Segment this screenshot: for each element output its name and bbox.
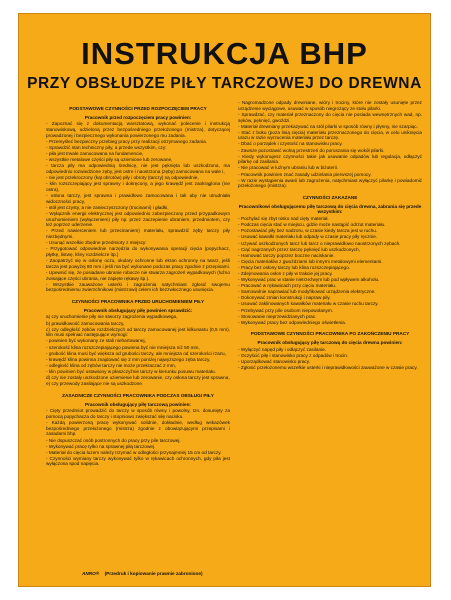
list-item: e) czy przewody zasilające nie są uszkodzone. (46, 381, 144, 387)
list-item: - osłona tarczy, jest sprawna i prawidłowo zamocowana i tak aby nie utrudniała widoczności pracy, (46, 192, 230, 204)
list-item: - Sprawdzić stan techniczny piły, a przede wszystkim, czy: (46, 145, 167, 150)
list-item: - klin rozszczepiający jest sprawny i dokręcony, a jego krawędź jest zaokrąglona (nie ostra), (46, 181, 230, 192)
list-item: - krawędź klina powinna znajdować się 2 mm poniżej najwyższego zęba tarczy, (46, 356, 211, 362)
list-item: - Każdą powierzoną pracę wykonywać solidnie, dokładnie, według wskazówek bezpośredniego przełożonego (mistrza) zgodnie z obowiązującymi przepisami i zasadami bhp. (46, 420, 230, 437)
list-item: - Nagromadzone odpady drewniane, wióry i trociny, które nie zostały usunięte przez urządzenie wyciągowe, usuwać w sposób niegrożący ze stołu pilarki. (238, 100, 422, 111)
list-item: - nie jest przekroczony (kąt obrotów) piły i obroty (tarczy) są odpowiednie, (46, 175, 199, 181)
list-item: - Uporządkować stanowisko pracy. (238, 359, 311, 365)
section-heading: ZASADNICZE CZYNNOŚCI PRACOWNIKA PODCZAS OBSŁUGI PIŁY (62, 392, 214, 398)
item-list (46, 314, 230, 386)
list-item: - Pozostawiać piły bez nadzoru, w czasie kiedy tarcza jest w ruchu. (238, 228, 378, 234)
brand-logo: ANRO® (82, 571, 100, 576)
list-item: - Materiał drewniany przekazywać na stół pilarki w sposób równy i płynny, nie szarpiąc. (238, 123, 418, 129)
list-item: - Pochylać się zbyt nisko nad cięty materiał. (238, 216, 329, 222)
section-intro: Pracownik przed rozpoczęciem pracy powinien: (84, 114, 192, 120)
section-heading: PODSTAWOWE CZYNNOŚCI PRACOWNIKA PO ZAKOŃCZENIU PRACY (250, 331, 410, 337)
list-item: - Zawsze pozostawić wolną przestrzeń do poruszania się wokół pilarki. (238, 147, 385, 153)
item-list (238, 100, 422, 189)
section-intro: Pracownik obsługujący piłę tarczową powinien: (84, 401, 191, 407)
copyright-note: (Przedruk i kopiowanie prawnie zabronione) (104, 571, 203, 576)
item-list (238, 216, 422, 325)
list-item: - Przebywać przy pile osobom niepowołanym. (238, 307, 334, 313)
list-item: - Wykonywać prac w stanie nietrzeźwym lub pod wpływem alkoholu. (238, 277, 380, 283)
list-item: - Przygotować odpowiednie narzędzia do wykonywania operacji cięcia (popychacz, płytkę, listwę, kliny rozdzielcze itp.) (46, 246, 230, 257)
list-item: - odległość klina od zębów tarczy nie może przekraczać 2 mm, (46, 362, 177, 368)
section-intro: Pracownik obsługujący piłę tarczową do cięcia drewna powinien: (257, 340, 403, 346)
section-intro: Pracownikowi obsługującemu piłę tarczową do cięcia drewna, zabrania się przede wszystkim: (238, 203, 422, 215)
list-item: - Dbać o porządek i czystość na stanowisku pracy. (238, 141, 343, 147)
list-item: - Wyłącznik energii elektrycznej jest odpowiednio zabezpieczony przed przypadkowym uruchomieniem (wyłączeniem) piły np. przez zaczepienie ubraniem, przedmiotem, czy też poprzez uderzenie. (46, 210, 230, 228)
list-item: - wszystkie metalowe części piły są uziemione lub zerowane, (46, 157, 173, 163)
list-item: - Sprawdzać, czy materiał przeznaczony do cięcia nie posiada wewnętrznych wad, np. sęków, pęknięć, gwoździ. (238, 111, 422, 123)
section-heading: PODSTAWOWE CZYNNOŚCI PRZED ROZPOCZĘCIEM PRACY (69, 106, 207, 111)
list-item: - Przed nawierceniem lub przecinaniem) materiału, sprawdzić zęby tarczy piły niezbędnymi. (46, 228, 230, 240)
list-item: - Usuwać kawałki materiału lub odpady w czasie pracy piły ręcznie. (238, 234, 378, 240)
list-item: - Stosowanie nieprzewidzianych prac. (238, 313, 317, 319)
list-item: d) czy nie zostały uszkodzone uziemienie lub zerowanie, czy osłona tarczy jest sprawna, (46, 375, 230, 380)
list-item: - Upewnić się, że posiadane ubranie robocze nie stwarza zagrożeń wypadkowych (luźno zwisające części ubrania, nie zapięte rękawy itp.). (46, 269, 230, 281)
list-item: - Przemyśleć bezpieczny przebieg pracy przy realizacji otrzymanego zadania. (46, 138, 208, 144)
list-item: - klin powinien być ustawiony w płaszczyźnie tarczy w kierunku posuwu materiału. (46, 368, 216, 374)
list-item: - szerokość klina rozszczepiającego powinna być nie mniejsza niż 50 mm, (46, 344, 200, 350)
list-item: - Wykonywać pracy bez odpowiedniego oświetlenia. (238, 319, 347, 325)
item-list (46, 408, 230, 467)
list-item: - Pracownik powinien znać zasady udzielania pierwszej pomocy. (238, 171, 372, 177)
section-heading: CZYNNOŚCI PRACOWNIKA PRZED URUCHOMIENIEM PIŁY (71, 299, 205, 305)
list-item: - Usuwać zaklinowanych kawałków materiału w czasie ruchu tarczy. (238, 301, 379, 307)
list-item: - Nie pracować w luźnym ubraniu lub w biżuterii. (238, 165, 339, 171)
list-item: - Czynności wymiany tarczy wykonywać tylko w rękawicach ochronnych, gdy piła jest wyłączona spod napięcia. (46, 455, 230, 467)
list-item: - powinien być wykonany ze stali niehartowanej, (46, 338, 146, 344)
list-item: - Wszystkie zauważone usterki i zagrożenia natychmiast zgłosić swojemu bezpośredniemu zwierzchnikowi (mistrzowi) celem ich bezzwłocznego usunięcia. (46, 281, 230, 293)
item-list (238, 347, 422, 371)
right-column (238, 100, 422, 371)
list-item: - piła jest trwale zamocowana na fundamencie, (46, 151, 144, 157)
footer (82, 571, 203, 577)
list-item: - Cięty przedmiot prowadzić do tarczy w sposób równy i powolny, tzn. dosunięty za pomocą popychacza do tarczy i stopniowo zwiększać siłę nacisku. (46, 408, 230, 419)
list-item: - Pracy bez osłony tarczy lub klina rozszczepiającego. (238, 264, 351, 270)
list-item: - Podczas cięcia stać w miejscu, gdzie może nastąpić odrzut materiału. (238, 222, 386, 228)
page-subtitle: PRZY OBSŁUDZE PIŁY TARCZOWEJ DO DREWNA (27, 75, 422, 92)
list-item: b) prawidłowość zamocowania tarczy, (46, 320, 125, 326)
list-item: - Zdejmowania osłon z piły w trakcie jej pracy. (238, 271, 333, 277)
list-item: - stół jest czysty, a nie zanieczyszczony (trocinami) i gładki, (46, 204, 169, 210)
list-item: - Zapoznać się z dokumentacją warsztatową, wykonać polecenie i instrukcją stanowiskową, udzieloną przez bezpośredniego przełożonego (mistrza), dotyczącej prowadzonej i bezpiecznego wykonania powierzonego mu zadania. (46, 121, 230, 138)
list-item: - Dokonywać zmian konstrukcji i napraw piły. (238, 295, 331, 301)
list-item: - Kiedy wykonujesz czynności takie jak usuwanie odpadów lub regulacja, odłączyć pilarkę od zasilania. (238, 153, 422, 165)
list-item: - Hamować tarczy poprzez boczne naciskanie. (238, 252, 335, 258)
list-item: - Oczyścić piłę i stanowisko pracy z odpadów i trocin. (238, 352, 349, 358)
list-item: - tarcza piły ma odpowiednią średnicę, nie jest pęknięta lub uszkodzona, ma odpowiednio rozwiedzione zęby, jest ostre i naostrzona (zęby) zamocowana na wale i, (46, 163, 230, 174)
list-item: - Wyłączyć napęd piły i odłączyć zasilanie. (238, 346, 327, 352)
list-item: - Materiał do cięcia luzem należy trzymać w odległości przynajmniej 15 cm od tarczy. (46, 449, 222, 455)
list-item: - Cięcia materiałów z gwoździami lub innymi metalowymi elementami. (238, 258, 383, 264)
list-item: - Usunąć wszelkie zbędne przedmioty z miejscy: (46, 240, 147, 246)
list-item: - Zaopatrzyć się w osłonę oczu, okulary ochronne lub ekran ochronny na twarz, jeśli tarcza jest powyżej 80 mm i jeśli ma być wykonane podczas pracy zgodnie z przepisami. (46, 258, 230, 269)
list-item: a) czy uruchomienie piły nie stworzy zagrożenia wypadkowego, (46, 314, 178, 320)
list-item: - Używać uszkodzonych tarcz lub tarcz o nieprawidłowo naostrzonych zębach. (238, 240, 401, 246)
section-heading: CZYNNOŚCI ZAKAZANE (302, 195, 358, 201)
safety-instruction-sign (18, 13, 431, 587)
list-item: - Samowolnie naprawiać lub modyfikować urządzenia elektryczne. (238, 289, 376, 295)
item-list (46, 121, 230, 293)
list-item: - grubość klina musi być większa od grubości tarczy, ale mniejsza od szerokości rzazu, (46, 350, 226, 356)
list-item: - Ciąć nagrzanych przez tarczę pęknięć lub uszkodzonych, (238, 246, 360, 252)
list-item: - Wykonywać pracę tylko na sprawnej piłą tarczowej. (46, 443, 156, 449)
list-item: - Nie dopuszczać osób postronnych do pracy przy pile tarczowej. (46, 437, 181, 443)
list-item: c) czy odległość zębów rozdzielczych od tarczy zamocowanej jest kilkunastu (0,5 mm), klin musi spełniać następujące wymogi: (46, 326, 230, 338)
page-title: INSTRUKCJA BHP (81, 36, 368, 71)
left-column (46, 100, 230, 468)
list-item: - Zgłosić przełożonemu wszelkie usterki i nieprawidłowości zauważone w czasie pracy. (238, 365, 418, 371)
list-item: - Pracować w rękawicach przy cięciu materiału. (238, 283, 337, 289)
section-intro: Pracownik obsługujący piłę powinien sprawdzić: (83, 307, 193, 313)
list-item: - Stać z boku (poza linią cięcia) materiału przeznaczonego do cięcia, w celu uniknięcia urazu w razie wyrzucenia materiału przez tarczę. (238, 129, 422, 141)
list-item: - W razie wystąpienia awarii lub zagrożenia, natychmiast wyłączyć pilarkę i powiadomić przełożonego (mistrza). (238, 177, 422, 189)
